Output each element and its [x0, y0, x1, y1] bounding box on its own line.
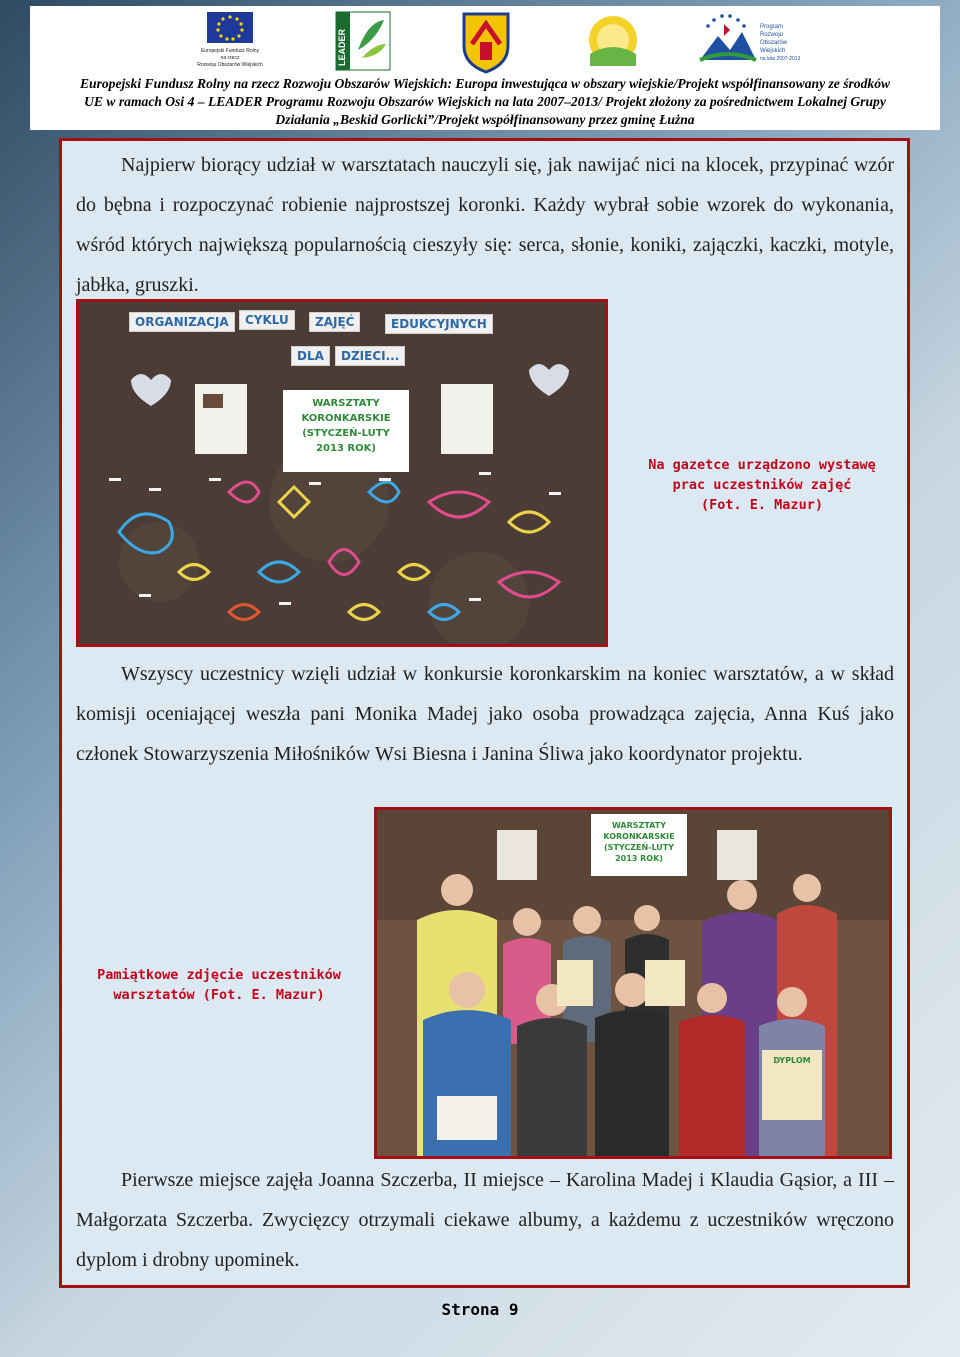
caption-2-line-1: Pamiątkowe zdjęcie uczestników [97, 967, 341, 983]
sun-icon [582, 10, 644, 74]
lgd-logo [582, 10, 644, 79]
coat-of-arms-icon [460, 10, 512, 74]
photo-exhibition-board [76, 299, 608, 647]
prow-icon [694, 10, 804, 74]
header-line-1: Europejski Fundusz Rolny na rzecz Rozwoju Obszarów Wiejskich: Europa inwestująca w obszary wiejskie/Projekt współfinansowany ze środków [79, 76, 891, 91]
eu-logo-text1: Europejski Fundusz Rolny [200, 48, 260, 54]
paragraph-2 [76, 654, 894, 774]
prow-logo [694, 10, 804, 79]
diploma-label: DYPLOM [773, 1056, 811, 1065]
group-sign-line-2: KORONKARSKIE [603, 832, 675, 841]
caption-exhibition [622, 455, 902, 515]
page-number: Strona 9 [441, 1300, 519, 1319]
sign-line-3: (STYCZEŃ-LUTY [302, 428, 390, 439]
banner-zajec: ZAJĘĆ [309, 312, 360, 332]
prow-text4: Wiejskich [760, 48, 786, 54]
banner-dzieci: DZIECI... [335, 346, 405, 366]
caption-group [76, 965, 362, 1005]
sign-line-2: KORONKARSKIE [301, 413, 391, 424]
content-box [59, 138, 910, 1288]
prow-text5: na lata 2007-2013 [760, 56, 801, 62]
paragraph-2-text: Wszyscy uczestnicy wzięli udział w konkursie koronkarskim na koniec warsztatów, a w skład komisji oceniającej weszła pani Monika Madej jako osoba prowadząca zajęcia, Anna Kuś jako członek Stowarzyszenia Miłośników Wsi Biesna i Janina Śliwa jako koordynator projektu. [76, 663, 894, 765]
banner-organizacja: ORGANIZACJA [129, 312, 235, 332]
header-line-3: Działania „Beskid Gorlicki”/Projekt współfinansowany przez gminę Łużna [275, 112, 695, 127]
eu-logo [195, 10, 265, 77]
banner-dla: DLA [291, 346, 330, 366]
group-sign-line-1: WARSZTATY [611, 821, 667, 830]
prow-text2: Rozwoju [760, 32, 784, 38]
photo-group [374, 807, 892, 1159]
workshop-sign [283, 396, 409, 456]
paragraph-1-text: Najpierw biorący udział w warsztatach nauczyli się, jak nawijać nici na klocek, przypinać wzór do bębna i rozpoczynać robienie najprostszej koronki. Każdy wybrał sobie wzorek do wykonania, wśród których największą popularnością cieszyły się: serca, słonie, koniki, zajączki, kaczki, motyle, jabłka, gruszki. [76, 154, 894, 296]
prow-text1: Program [760, 24, 784, 30]
paragraph-1 [76, 145, 894, 305]
eu-logo-text2: na rzecz [220, 55, 240, 61]
logo-strip [30, 10, 940, 74]
group-sign [591, 820, 687, 864]
page-header [30, 6, 940, 130]
sign-line-1: WARSZTATY [312, 398, 380, 409]
group-sign-line-3: (STYCZEŃ-LUTY [603, 843, 675, 852]
coat-of-arms-logo [460, 10, 512, 79]
header-line-2: UE w ramach Osi 4 – LEADER Programu Rozwoju Obszarów Wiejskich na lata 2007–2013/ Projekt złożony za pośrednictwem Lokalnej Grupy [84, 94, 886, 109]
group-sign-line-4: 2013 ROK) [615, 854, 663, 863]
caption-1-line-1: Na gazetce urządzono wystawę [648, 457, 876, 473]
caption-1-line-3: (Fot. E. Mazur) [701, 497, 823, 513]
paragraph-3-text: Pierwsze miejsce zajęła Joanna Szczerba, II miejsce – Karolina Madej i Klaudia Gąsior, a III – Małgorzata Szczerba. Zwycięzcy otrzymali ciekawe albumy, a każdemu z uczestników wręczono dyplom i drobny upominek. [76, 1169, 894, 1271]
leader-icon [332, 10, 394, 74]
banner-cyklu: CYKLU [239, 310, 295, 330]
caption-2-line-2: warsztatów (Fot. E. Mazur) [113, 987, 325, 1003]
eu-logo-text3: Rozwoju Obszarów Wiejskich [197, 62, 263, 68]
leader-logo [332, 10, 394, 79]
eu-flag-icon [195, 10, 265, 72]
paragraph-3 [76, 1160, 894, 1280]
prow-text3: Obszarów [760, 40, 788, 46]
leader-logo-text: LEADER [337, 28, 347, 66]
caption-1-line-2: prac uczestników zajęć [672, 477, 852, 493]
banner-edukcyjnych: EDUKCYJNYCH [385, 314, 493, 334]
sign-line-4: 2013 ROK) [316, 443, 376, 454]
